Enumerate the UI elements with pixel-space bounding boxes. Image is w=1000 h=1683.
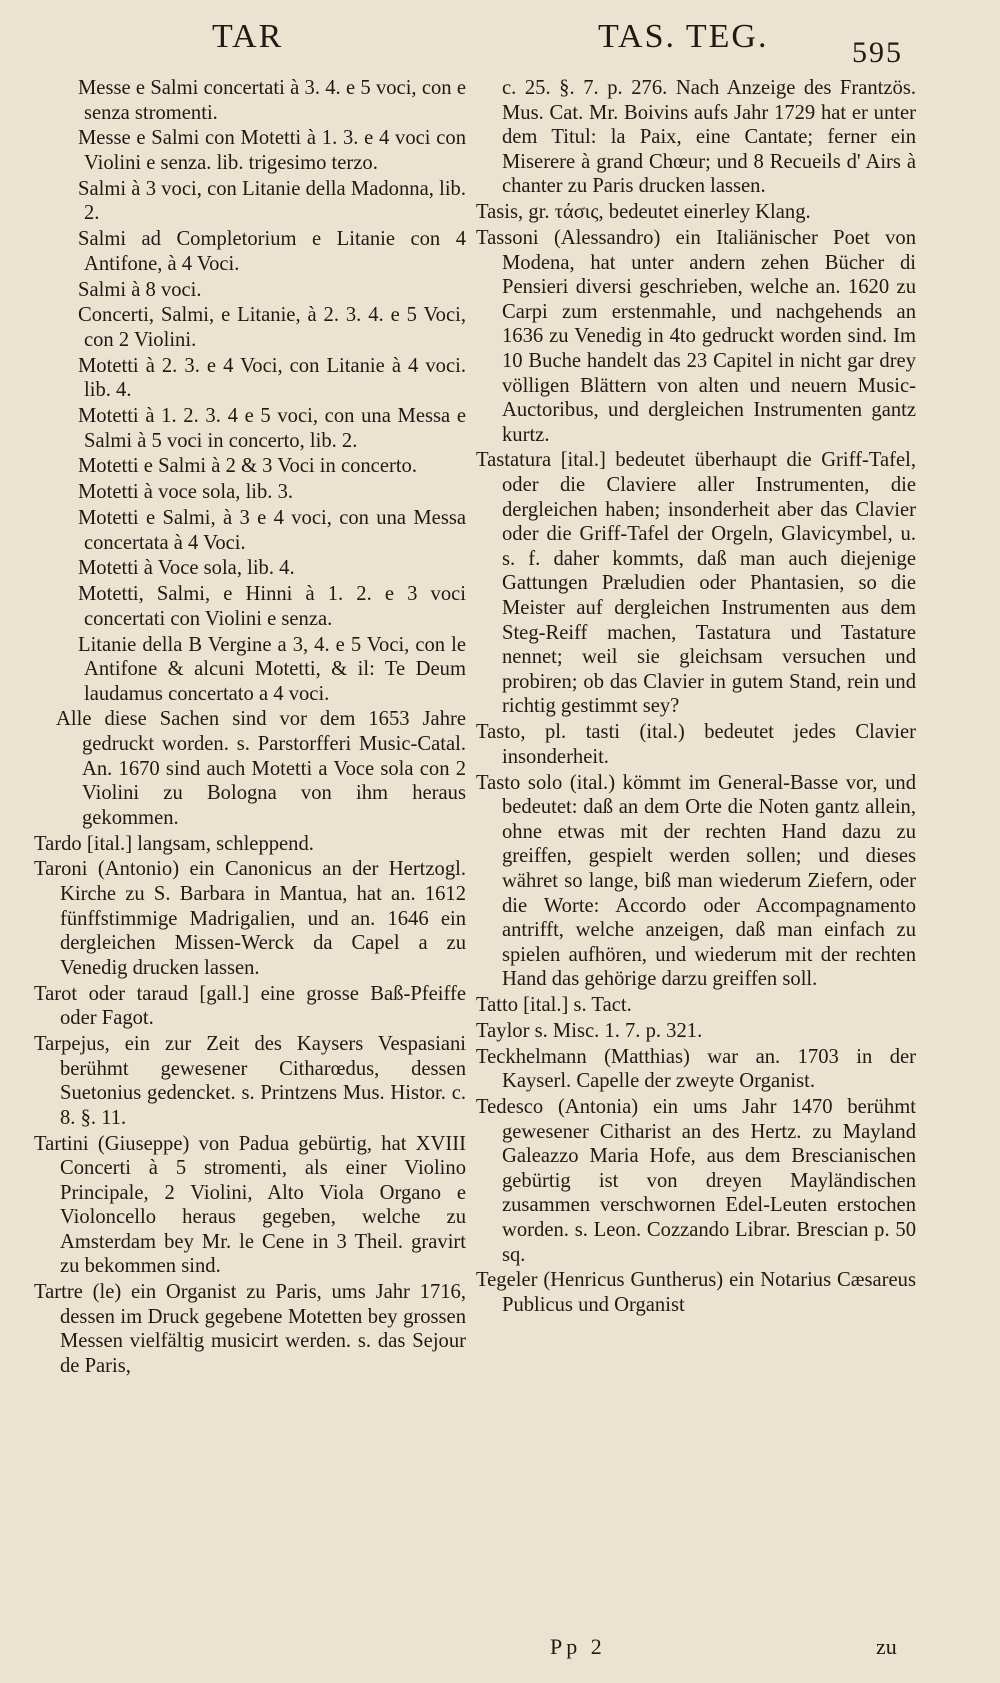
- work-item: Motetti à Voce sola, lib. 4.: [78, 557, 295, 580]
- signature-mark: Pp 2: [550, 1634, 606, 1659]
- entry-tartini: Tartini (Giuseppe) von Padua gebürtig, hat XVIII Concerti à 5 stromenti, als einer Violino Principale, 2 Violini, Alto Viola Organo e Violoncello heraus gegeben, welche zu Amsterdam bey Mr. le Cene in 3 Theil. gravirt zu bekommen sind.: [34, 1132, 466, 1278]
- entry-tarot: Tarot oder taraud [gall.] eine grosse Baß-Pfeiffe oder Fagot.: [34, 982, 466, 1030]
- entry-tastatura: Tastatura [ital.] bedeutet überhaupt die Griff-Tafel, oder die Claviere aller Instrumenten, die dergleichen haben; insonderheit aber das Clavier oder die Griff-Tafel der Orgeln, Glavicymbel, u. s. f. daher kommts, daß man auch diejenige Gattungen Præludien oder Phantasien, so die Meister auf dergleichen Instrumenten aus dem Steg-Reiff machen, Tastatura und Tastature nennet; weil sie gleichsam versuchen und probiren; ob das Clavier in gutem Stand, rein und richtig gestimmt sey?: [476, 449, 916, 718]
- work-item: Motetti à voce sola, lib. 3.: [78, 481, 294, 504]
- work-item: Messe e Salmi concertati à 3. 4. e 5 voci, con e senza stromenti.: [78, 77, 466, 124]
- entry-taroni: Taroni (Antonio) ein Canonicus an der Hertzogl. Kirche zu S. Barbara in Mantua, hat an. 1612 fünffstimmige Madrigalien, und an. 1646 ein dergleichen Missen-Werck da Capel a zu Venedig drucken lassen.: [34, 858, 466, 979]
- work-item: Motetti e Salmi, à 3 e 4 voci, con una Messa concertata à 4 Voci.: [78, 506, 466, 554]
- works-note: Alle diese Sachen sind vor dem 1653 Jahre gedruckt worden. s. Parstorfferi Music-Catal. An. 1670 sind auch Motetti a Voce sola con 2 Violini zu Bologna von ihm heraus gekommen.: [56, 708, 466, 829]
- entry-tardo: Tardo [ital.] langsam, schleppend.: [34, 832, 314, 855]
- left-column: [34, 76, 466, 1380]
- entry-teckhelmann: Teckhelmann (Matthias) war an. 1703 in der Kayserl. Capelle der zweyte Organist.: [476, 1045, 916, 1093]
- work-item: Motetti e Salmi à 2 & 3 Voci in concerto.: [78, 455, 417, 478]
- entry-tassoni: Tassoni (Alessandro) ein Italiänischer Poet von Modena, hat unter andern zehen Bücher di Pensieri diversi geschrieben, welche an. 1620 zu Carpi zum erstenmahle, und nachgehends an 1636 zu Venedig in 4to gedruckt worden sind. Im 10 Buche handelt das 23 Capitel in nicht gar drey völligen Blättern von alten und neuern Music-Auctoribus, und dergleichen Instrumenten gantz kurtz.: [476, 226, 916, 446]
- entry-tasto: Tasto, pl. tasti (ital.) bedeutet jedes Clavier insonderheit.: [476, 721, 916, 768]
- entry-taylor: Taylor s. Misc. 1. 7. p. 321.: [476, 1019, 703, 1042]
- entry-tasis: Tasis, gr. τάσις, bedeutet einerley Klang.: [476, 201, 811, 224]
- running-head-center: TAS. TEG.: [598, 18, 769, 55]
- work-item: Motetti à 2. 3. e 4 Voci, con Litanie à 4 voci. lib. 4.: [78, 354, 466, 402]
- entry-tartre: Tartre (le) ein Organist zu Paris, ums Jahr 1716, dessen im Druck gegebene Motetten bey grossen Messen vielfältig musicirt werden. s. das Sejour de Paris,: [34, 1281, 466, 1378]
- work-item: Motetti à 1. 2. 3. 4 e 5 voci, con una Messa e Salmi à 5 voci in concerto, lib. 2.: [78, 405, 466, 452]
- page-number: 595: [852, 36, 903, 69]
- entry-tarpejus: Tarpejus, ein zur Zeit des Kaysers Vespasiani berühmt gewesener Citharœdus, dessen Suetonius gedencket. s. Printzens Mus. Histor. c. 8. §. 11.: [34, 1032, 466, 1129]
- works-list: [34, 76, 466, 706]
- work-item: Motetti, Salmi, e Hinni à 1. 2. e 3 voci concertati con Violini e senza.: [78, 583, 466, 630]
- entry-tartre-continued: c. 25. §. 7. p. 276. Nach Anzeige des Frantzös. Mus. Cat. Mr. Boivins aufs Jahr 1729 hat er unter dem Titul: la Paix, eine Cantate; ferner ein Miserere à grand Chœur; und 8 Recueils d' Airs à chanter zu Paris drucken lassen.: [502, 77, 916, 198]
- entry-tasto-solo: Tasto solo (ital.) kömmt im General-Basse vor, und bedeutet: daß an dem Orte die Noten gantz allein, ohne etwas mit der rechten Hand dazu zu greiffen, gespielt werden sollen; und dieses währet so lange, biß man wiederum Ziefern, oder die Worte: Accordo oder Accompagnamento antrifft, welche anzeigen, daß man einfach zu spielen aufhören, und wiederum mit der rechten Hand das gehörige darzu greiffen soll.: [476, 771, 916, 991]
- work-item: Salmi à 3 voci, con Litanie della Madonna, lib. 2.: [78, 177, 466, 225]
- work-item: Litanie della B Vergine a 3, 4. e 5 Voci, con le Antifone & alcuni Motetti, & il: Te Deum laudamus concertato a 4 voci.: [78, 633, 466, 705]
- entry-tedesco: Tedesco (Antonia) ein ums Jahr 1470 berühmt gewesener Citharist an des Hertz. zu Mayland Galeazzo Maria Hofe, aus dem Brescianischen gebürtig ist von dreyen Mayländischen zusammen verschwornen Edel-Leuten erstochen worden. s. Leon. Cozzando Librar. Brescian p. 50 sq.: [476, 1096, 916, 1266]
- entry-tatto: Tatto [ital.] s. Tact.: [476, 994, 632, 1017]
- running-head-left: TAR: [212, 18, 284, 55]
- entry-tegeler: Tegeler (Henricus Guntherus) ein Notarius Cæsareus Publicus und Organist: [476, 1269, 916, 1316]
- right-column: [476, 76, 916, 1319]
- work-item: Salmi ad Completorium e Litanie con 4 Antifone, à 4 Voci.: [78, 228, 466, 275]
- catchword: zu: [876, 1634, 897, 1659]
- work-item: Messe e Salmi con Motetti à 1. 3. e 4 voci con Violini e senza. lib. trigesimo terzo.: [78, 127, 466, 174]
- work-item: Salmi à 8 voci.: [78, 278, 202, 301]
- work-item: Concerti, Salmi, e Litanie, à 2. 3. 4. e 5 Voci, con 2 Violini.: [78, 304, 466, 351]
